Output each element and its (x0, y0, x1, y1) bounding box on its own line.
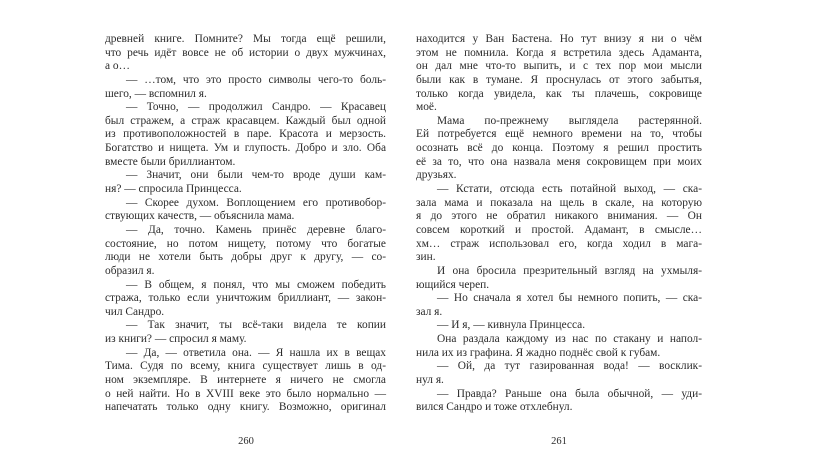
text-line: образил я. (105, 264, 155, 277)
right-page-text (416, 33, 702, 415)
text-line: И она бросила презрительный взгляд на ухмыля- (437, 264, 702, 277)
text-line: только когда увидела, как ты плачешь, сокровище (416, 87, 702, 100)
text-line: зала мама и показала на щель в скале, на которую (416, 196, 702, 209)
text-line: люди не хотели быть добры друг к другу, — со- (105, 251, 386, 264)
text-line: — Ой, да тут газированная вода! — восклик- (437, 360, 702, 373)
text-line: из книги? — спросил я маму. (105, 333, 247, 346)
text-line: совсем короткий и простой. Адамант, в смысле… (416, 223, 702, 236)
text-line: зал я. (416, 305, 443, 318)
text-line: — Точно, — продолжил Сандро. — Красавец (126, 101, 386, 114)
text-line: стража, только если уничтожим бриллиант, — закон- (105, 292, 386, 305)
text-line: что речь идёт вовсе не об истории о двух мужчинах, (105, 46, 386, 59)
paragraph (105, 74, 386, 101)
left-page-text (105, 33, 386, 415)
paragraph (105, 197, 386, 224)
text-line: — Но сначала я хотел бы немного попить, — ска- (437, 292, 702, 305)
text-line: были как в тумане. Я проснулась от этого забытья, (416, 73, 702, 86)
text-line: древней книге. Помните? Мы тогда ещё решили, (105, 33, 386, 45)
right-page (410, 0, 820, 461)
text-line: — Да, — ответила она. — Я нашла их в вещах (126, 346, 386, 359)
text-line: ющийся череп. (416, 278, 490, 291)
paragraph (416, 115, 702, 183)
paragraph (105, 101, 386, 169)
text-line: ном экземпляре. В интернете я ничего не смогла (105, 374, 386, 387)
text-line: зин. (416, 251, 436, 264)
text-line: вился Сандро и тоже отхлебнул. (416, 401, 573, 414)
text-line: о ней найти. Но в XVIII веке это было нормально — (105, 387, 386, 400)
text-line: — Скорее духом. Воплощением его противобор- (126, 196, 386, 209)
paragraph (416, 319, 702, 333)
text-line: ня? — спросила Принцесса. (105, 183, 242, 196)
text-line: — И я, — кивнула Принцесса. (437, 319, 586, 332)
page-number: 261 (551, 436, 567, 447)
paragraph (105, 319, 386, 346)
paragraph (105, 279, 386, 320)
paragraph (416, 33, 702, 115)
paragraph (416, 265, 702, 292)
page-number: 260 (238, 436, 254, 447)
text-line: — Правда? Раньше она была обычной, — уди- (437, 387, 702, 400)
text-line: друзьях. (416, 169, 457, 182)
text-line: шего, — вспомнил я. (105, 87, 207, 100)
text-line: ствующих качеств, — объяснила мама. (105, 210, 295, 223)
paragraph (105, 347, 386, 415)
paragraph (416, 183, 702, 265)
paragraph (416, 360, 702, 387)
text-line: — Кстати, отсюда есть потайной выход, — ска- (437, 183, 702, 196)
text-line: нул я. (416, 374, 444, 387)
text-line: осознать всё до конца. Поэтому я решил простить (416, 142, 702, 155)
paragraph (416, 388, 702, 415)
text-line: я до этого не обратил никакого внимания. — Он (416, 210, 702, 223)
text-line: а о… (105, 60, 130, 73)
text-line: находится у Ван Бастена. Но тут внизу я ни о чём (416, 33, 702, 45)
text-line: — …том, что это просто символы чего-то боль- (126, 73, 386, 86)
text-line: этом не помнила. Когда я встретила здесь Адаманта, (416, 46, 702, 59)
paragraph (416, 333, 702, 360)
text-line: нила их из графина. Я жадно поднёс свой к губам. (416, 346, 661, 359)
text-line: — Значит, они были чем-то вроде души кам- (126, 169, 386, 182)
text-line: из противоположностей в паре. Красота и мерзость. (105, 128, 386, 141)
text-line: Богатство и нищета. Ум и глупость. Добро и зло. Оба (105, 142, 386, 155)
text-line: чил Сандро. (105, 305, 165, 318)
text-line: был стражем, а страж красавцем. Каждый был одной (105, 114, 386, 127)
text-line: — Так значит, ты всё-таки видела те копии (126, 319, 386, 332)
paragraph (105, 169, 386, 196)
text-line: Она раздала каждому из нас по стакану и напол- (437, 333, 702, 346)
paragraph (105, 33, 386, 74)
text-line: напечатать только одну книгу. Возможно, оригинал (105, 401, 386, 414)
paragraph (105, 224, 386, 279)
text-line: он дал мне что-то выпить, и с тех пор мои мысли (416, 60, 702, 73)
text-line: Мама по-прежнему выглядела растерянной. (437, 114, 702, 127)
paragraph (416, 292, 702, 319)
text-line: — Да, точно. Камень принёс деревне благо- (126, 223, 386, 236)
text-line: состояние, но потом нищету, потому что богатые (105, 237, 386, 250)
text-line: хм… страж использовал его, когда ходил в мага- (416, 237, 702, 250)
text-line: её за то, что она назвала меня сокровищем при моих (416, 155, 702, 168)
text-line: Тима. Судя по всему, книга существует лишь в од- (105, 360, 386, 373)
text-line: Ей потребуется ещё немного времени на то, чтобы (416, 128, 702, 141)
text-line: моё. (416, 101, 437, 114)
text-line: вместе были бриллиантом. (105, 155, 236, 168)
text-line: — В общем, я понял, что мы сможем победить (126, 278, 386, 291)
